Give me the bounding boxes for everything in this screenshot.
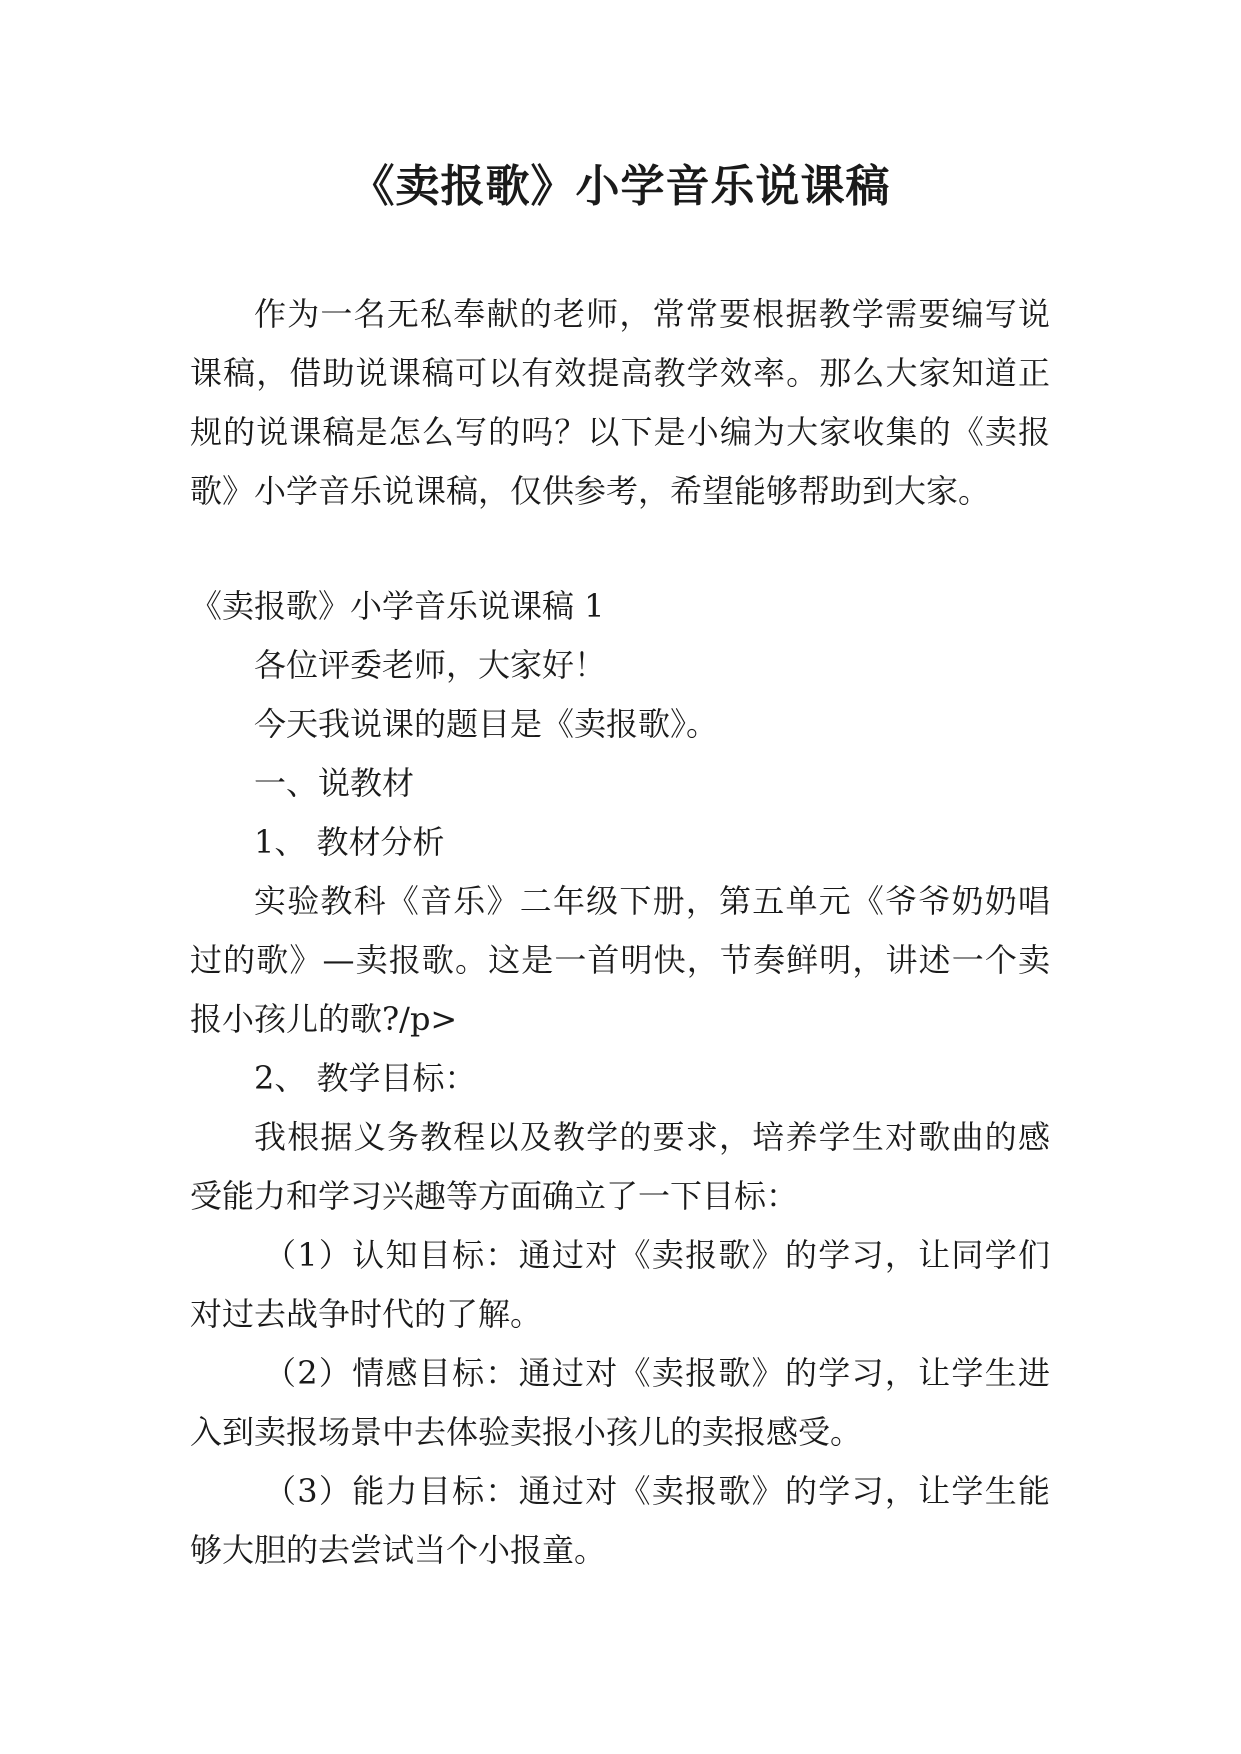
spacer [190,521,1050,577]
part1-heading: 一、说教材 [254,764,415,802]
item1-title: 1、 教材分析 [254,823,445,861]
item1-paragraph: 实验教科《音乐》二年级下册，第五单元《爷爷奶奶唱过的歌》—卖报歌。这是一首明快，节奏鲜明，讲述一个卖报小孩儿的歌?/p> [190,882,1050,1038]
section-heading: 《卖报歌》小学音乐说课稿 1 [190,587,605,625]
topic-paragraph: 今天我说课的题目是《卖报歌》。 [254,705,719,743]
item2-title: 2、 教学目标： [254,1059,477,1097]
item2-paragraph: 我根据义务教程以及教学的要求，培养学生对歌曲的感受能力和学习兴趣等方面确立了一下目标： [190,1118,1050,1215]
greeting-paragraph: 各位评委老师，大家好！ [254,646,607,684]
goal1-paragraph: （1）认知目标：通过对《卖报歌》的学习，让同学们对过去战争时代的了解。 [190,1236,1050,1333]
document-title: 《卖报歌》小学音乐说课稿 [350,161,891,212]
goal2-paragraph: （2）情感目标：通过对《卖报歌》的学习，让学生进入到卖报场景中去体验卖报小孩儿的卖报感受。 [190,1354,1050,1451]
document-body [190,285,1050,1580]
intro-paragraph: 作为一名无私奉献的老师，常常要根据教学需要编写说课稿，借助说课稿可以有效提高教学效率。那么大家知道正规的说课稿是怎么写的吗？以下是小编为大家收集的《卖报歌》小学音乐说课稿，仅供参考，希望能够帮助到大家。 [190,295,1050,510]
goal3-paragraph: （3）能力目标：通过对《卖报歌》的学习，让学生能够大胆的去尝试当个小报童。 [190,1472,1050,1569]
